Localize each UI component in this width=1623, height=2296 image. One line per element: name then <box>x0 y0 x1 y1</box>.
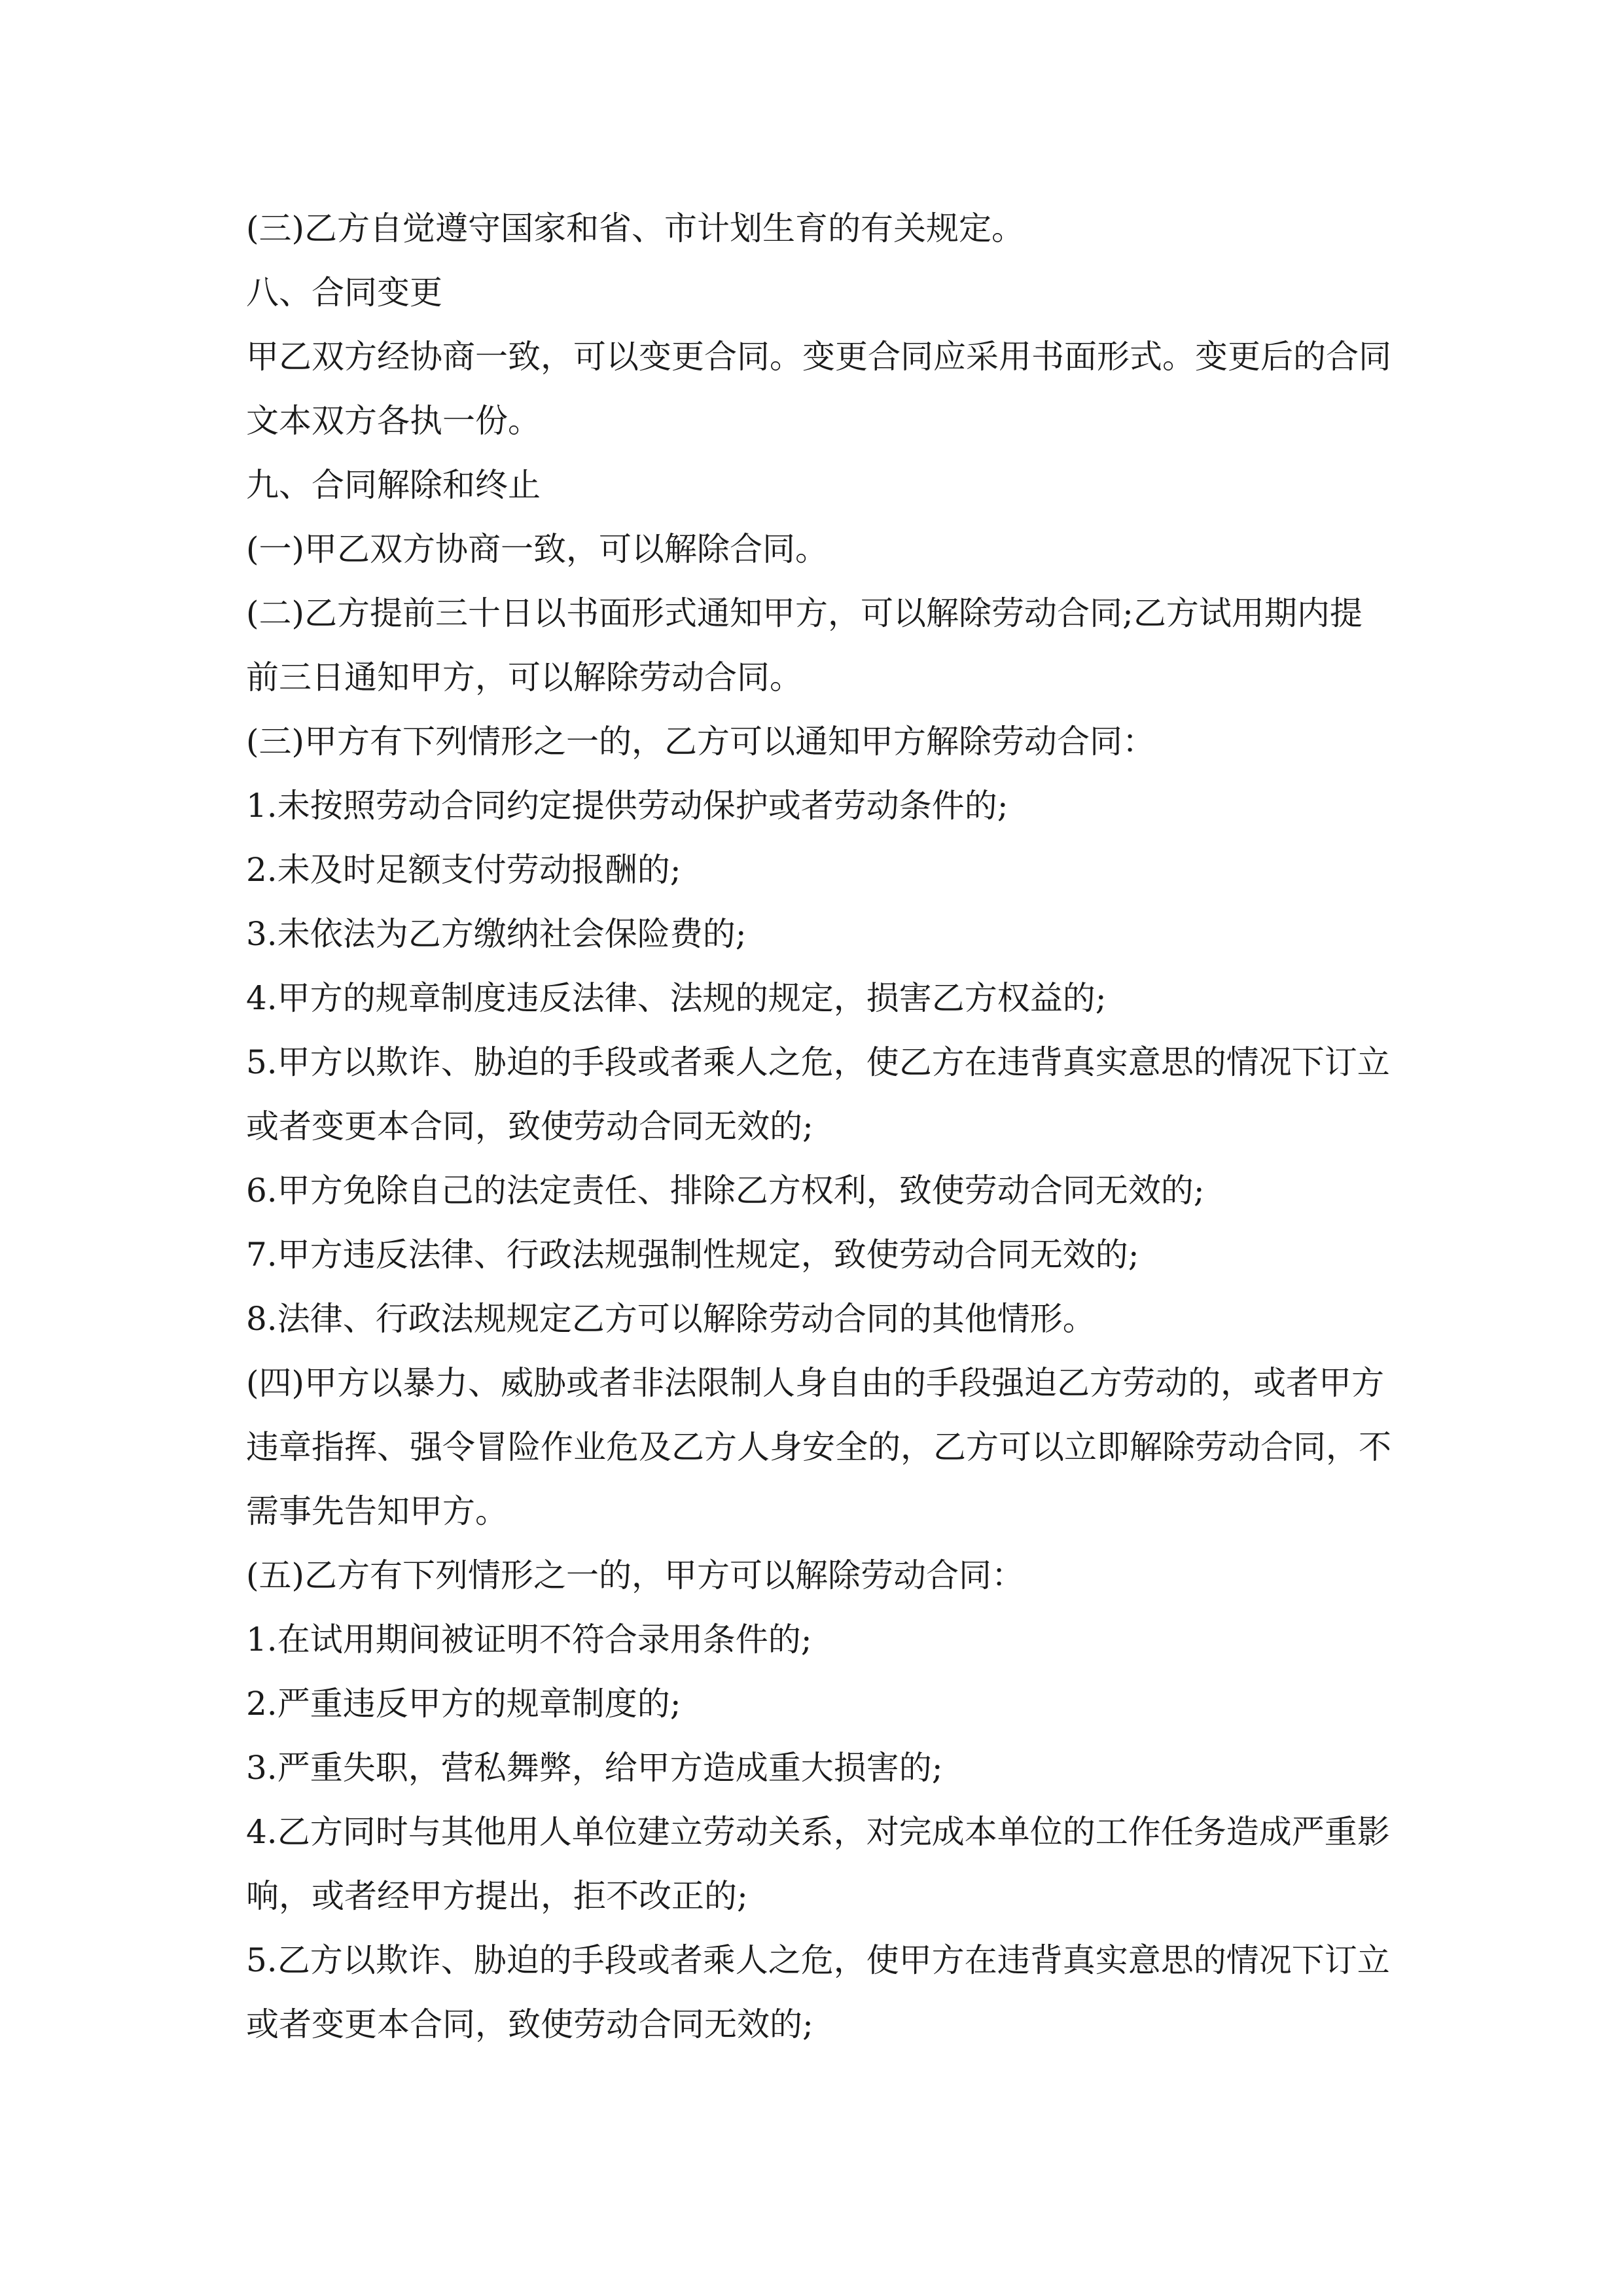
section-heading: 九、合同解除和终止 <box>246 466 541 504</box>
text-line: (一)甲乙双方协商一致，可以解除合同。 <box>246 530 829 568</box>
list-item: 5.甲方以欺诈、胁迫的手段或者乘人之危，使乙方在违背真实意思的情况下订立 <box>246 1043 1390 1081</box>
text-line: 文本双方各执一份。 <box>246 402 541 440</box>
list-item: 3.未依法为乙方缴纳社会保险费的; <box>246 915 747 953</box>
list-item: 2.未及时足额支付劳动报酬的; <box>246 851 681 889</box>
text-line: 前三日通知甲方，可以解除劳动合同。 <box>246 658 802 696</box>
text-line: (二)乙方提前三十日以书面形式通知甲方，可以解除劳动合同;乙方试用期内提 <box>246 594 1363 632</box>
list-item: 2.严重违反甲方的规章制度的; <box>246 1685 681 1723</box>
list-item: 1.在试用期间被证明不符合录用条件的; <box>246 1621 812 1659</box>
text-line: 违章指挥、强令冒险作业危及乙方人身安全的，乙方可以立即解除劳动合同，不 <box>246 1428 1391 1466</box>
section-heading: 八、合同变更 <box>246 274 442 312</box>
text-line: (五)乙方有下列情形之一的，甲方可以解除劳动合同： <box>246 1556 1025 1594</box>
list-item: 8.法律、行政法规规定乙方可以解除劳动合同的其他情形。 <box>246 1300 1096 1338</box>
list-item: 4.乙方同时与其他用人单位建立劳动关系，对完成本单位的工作任务造成严重影 <box>246 1813 1390 1851</box>
text-line: (三)甲方有下列情形之一的，乙方可以通知甲方解除劳动合同： <box>246 723 1156 761</box>
list-item: 1.未按照劳动合同约定提供劳动保护或者劳动条件的; <box>246 787 1008 825</box>
text-line: 需事先告知甲方。 <box>246 1492 508 1530</box>
list-item: 4.甲方的规章制度违反法律、法规的规定，损害乙方权益的; <box>246 979 1107 1017</box>
text-line: 甲乙双方经协商一致，可以变更合同。变更合同应采用书面形式。变更后的合同 <box>246 338 1391 376</box>
text-line: 响，或者经甲方提出，拒不改正的; <box>246 1877 748 1915</box>
list-item: 6.甲方免除自己的法定责任、排除乙方权利，致使劳动合同无效的; <box>246 1172 1205 1210</box>
text-line: 或者变更本合同，致使劳动合同无效的; <box>246 1107 813 1145</box>
list-item: 5.乙方以欺诈、胁迫的手段或者乘人之危，使甲方在违背真实意思的情况下订立 <box>246 1941 1390 1979</box>
document-body <box>246 196 1391 2056</box>
list-item: 3.严重失职，营私舞弊，给甲方造成重大损害的; <box>246 1749 943 1787</box>
text-line: (三)乙方自觉遵守国家和省、市计划生育的有关规定。 <box>246 209 1025 247</box>
list-item: 7.甲方违反法律、行政法规强制性规定，致使劳动合同无效的; <box>246 1236 1139 1274</box>
text-line: (四)甲方以暴力、威胁或者非法限制人身自由的手段强迫乙方劳动的，或者甲方 <box>246 1364 1385 1402</box>
text-line: 或者变更本合同，致使劳动合同无效的; <box>246 2005 813 2043</box>
